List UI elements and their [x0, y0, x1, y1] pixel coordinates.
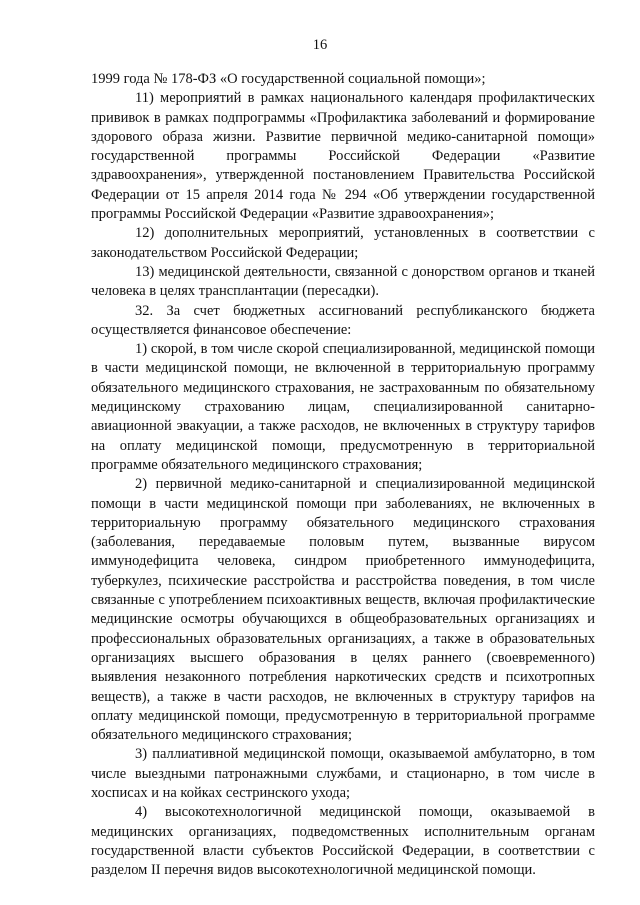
document-body — [91, 70, 595, 880]
paragraph-item-13: 13) медицинской деятельности, связанной с донорством органов и тканей человека в целях трансплантации (пересадки). — [91, 263, 595, 300]
paragraph-continuation-1999-law: 1999 года № 178-ФЗ «О государственной социальной помощи»; — [91, 71, 486, 87]
paragraph-item-12: 12) дополнительных мероприятий, установленных в соответствии с законодательством Российской Федерации; — [91, 225, 595, 261]
paragraph-item-32-2: 2) первичной медико-санитарной и специализированной медицинской помощи в части медицинской помощи при заболеваниях, не включенных в территориальную программу обязательного медицинского страхования (заболевания, передаваемые половым путем, вызванные вирусом иммунодефицита человека, синдром приобретенного иммунодефицита, туберкулез, психические расстройства и расстройства поведения, в том числе связанные с употреблением психоактивных веществ, включая профилактические медицинские осмотры обучающихся в общеобразовательных организациях и профессиональных образовательных организациях, а также в образовательных организациях высшего образования в целях раннего (своевременного) выявления незаконного потребления наркотических средств и психотропных веществ), а также в части расходов, не включенных в структуру тарифов на оплату медицинской помощи, предусмотренную в территориальной программе обязательного медицинского страхования; — [91, 476, 595, 744]
paragraph-item-32-4: 4) высокотехнологичной медицинской помощи, оказываемой в медицинских организациях, подведомственных исполнительным органам государственной власти субъектов Российской Федерации, в соответствии с разделом II перечня видов высокотехнологичной медицинской помощи. — [91, 804, 595, 879]
paragraph-item-11: 11) мероприятий в рамках национального календаря профилактических прививок в рамках подпрограммы «Профилактика заболеваний и формирование здорового образа жизни. Развитие первичной медико-санитарной помощи» государственной программы Российской Федерации «Развитие здравоохранения», утвержденной постановлением Правительства Российской Федерации от 15 апреля 2014 года № 294 «Об утверждении государственной программы Российской Федерации «Развитие здравоохранения»; — [91, 90, 595, 223]
paragraph-item-32-3: 3) паллиативной медицинской помощи, оказываемой амбулаторно, в том числе выездными патронажными службами, и стационарно, в том числе в хосписах и на койках сестринского ухода; — [91, 746, 595, 801]
paragraph-item-32-1: 1) скорой, в том числе скорой специализированной, медицинской помощи в части медицинской помощи, не включенной в территориальную программу обязательного медицинского страхования, не застрахованным по обязательному медицинскому страхованию лицам, специализированной санитарно-авиационной эвакуации, а также расходов, не включенных в структуру тарифов на оплату медицинской помощи, предусмотренную в территориальной программе обязательного медицинского страхования; — [91, 341, 595, 473]
page-number: 16 — [312, 37, 328, 53]
paragraph-section-32: 32. За счет бюджетных ассигнований республиканского бюджета осуществляется финансовое обеспечение: — [91, 302, 595, 338]
